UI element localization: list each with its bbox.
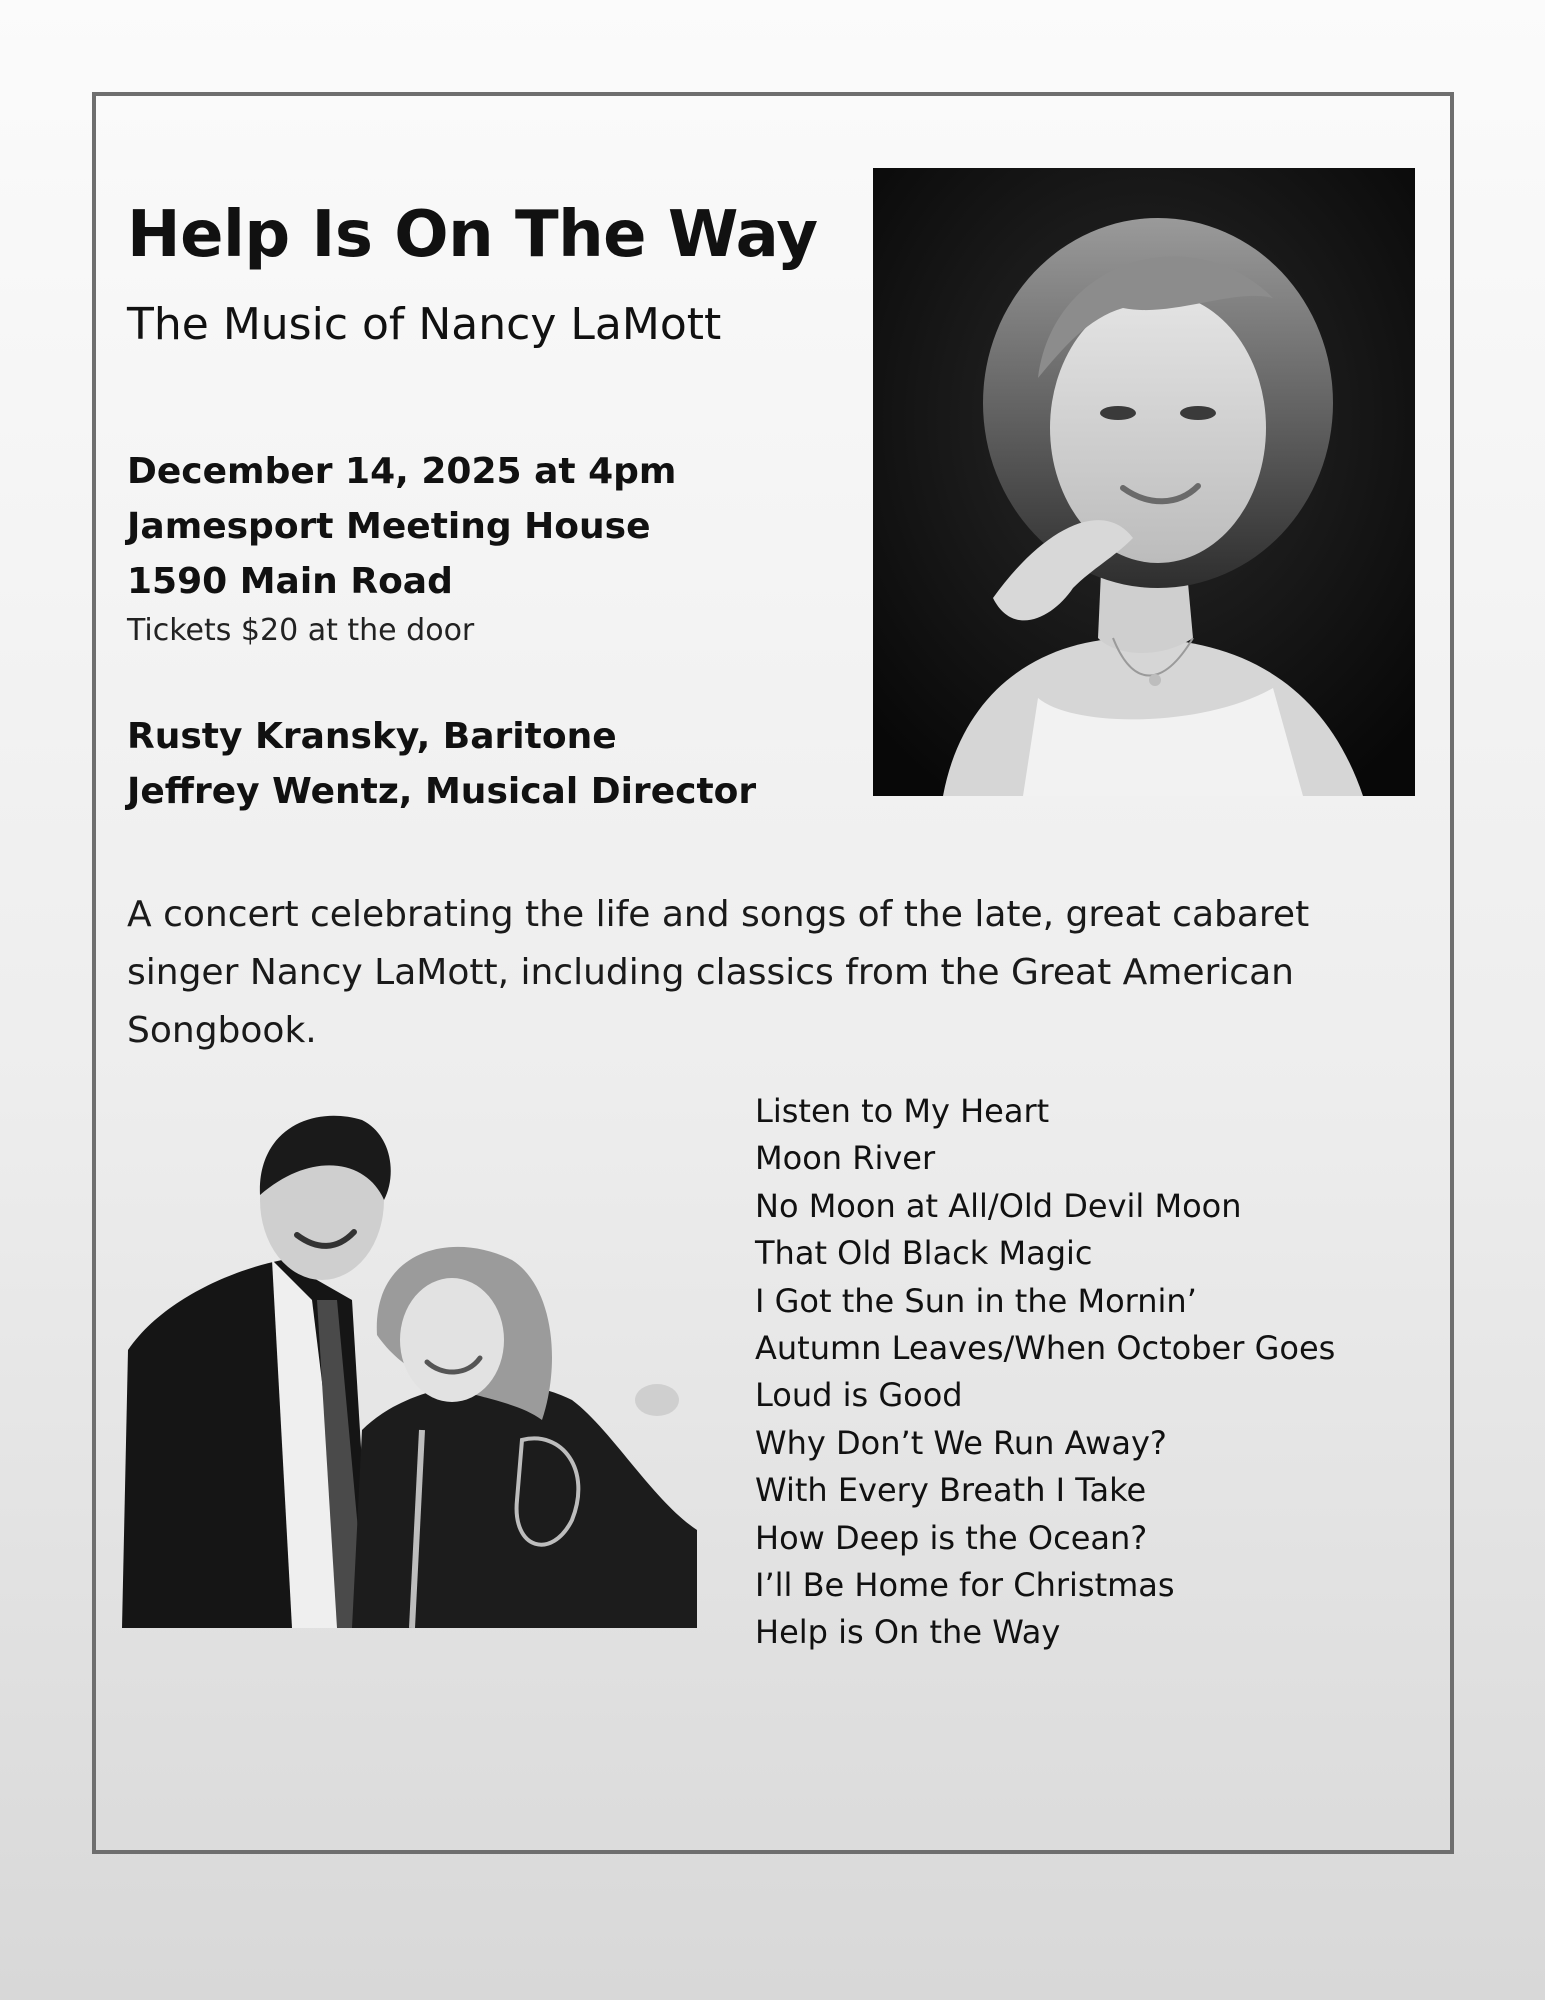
setlist-item: Help is On the Way <box>755 1613 1061 1652</box>
setlist-item: No Moon at All/Old Devil Moon <box>755 1186 1242 1225</box>
nancy-portrait-image <box>873 168 1415 796</box>
performer-baritone: Rusty Kransky, Baritone <box>127 716 617 757</box>
concert-description: A concert celebrating the life and songs of the late, great cabaret singer Nancy LaMott, including classics from the Great American Songbook. <box>127 894 1310 1051</box>
setlist-item: Why Don’t We Run Away? <box>755 1423 1167 1462</box>
setlist-item: Autumn Leaves/When October Goes <box>755 1329 1336 1368</box>
setlist-item: How Deep is the Ocean? <box>755 1518 1148 1557</box>
duo-image <box>122 1100 702 1628</box>
setlist-item: With Every Breath I Take <box>755 1471 1147 1510</box>
performer-musical-director: Jeffrey Wentz, Musical Director <box>127 771 757 812</box>
event-details <box>127 444 676 653</box>
setlist-item: Listen to My Heart <box>755 1092 1050 1130</box>
event-venue: Jamesport Meeting House <box>127 506 651 547</box>
setlist-item: Loud is Good <box>755 1376 963 1415</box>
flyer-title: Help Is On The Way <box>127 198 818 272</box>
setlist-item: That Old Black Magic <box>755 1234 1093 1273</box>
event-tickets: Tickets $20 at the door <box>127 613 475 648</box>
performer-credits <box>127 709 756 819</box>
setlist <box>755 1088 1335 1657</box>
nancy-portrait-photo <box>873 168 1415 796</box>
setlist-item: I’ll Be Home for Christmas <box>755 1566 1175 1605</box>
setlist-item: Moon River <box>755 1139 936 1178</box>
duo-photo <box>122 1100 702 1628</box>
event-address: 1590 Main Road <box>127 561 453 602</box>
flyer-subtitle: The Music of Nancy LaMott <box>127 299 722 350</box>
setlist-item: I Got the Sun in the Mornin’ <box>755 1281 1197 1320</box>
event-date: December 14, 2025 at 4pm <box>127 451 677 492</box>
